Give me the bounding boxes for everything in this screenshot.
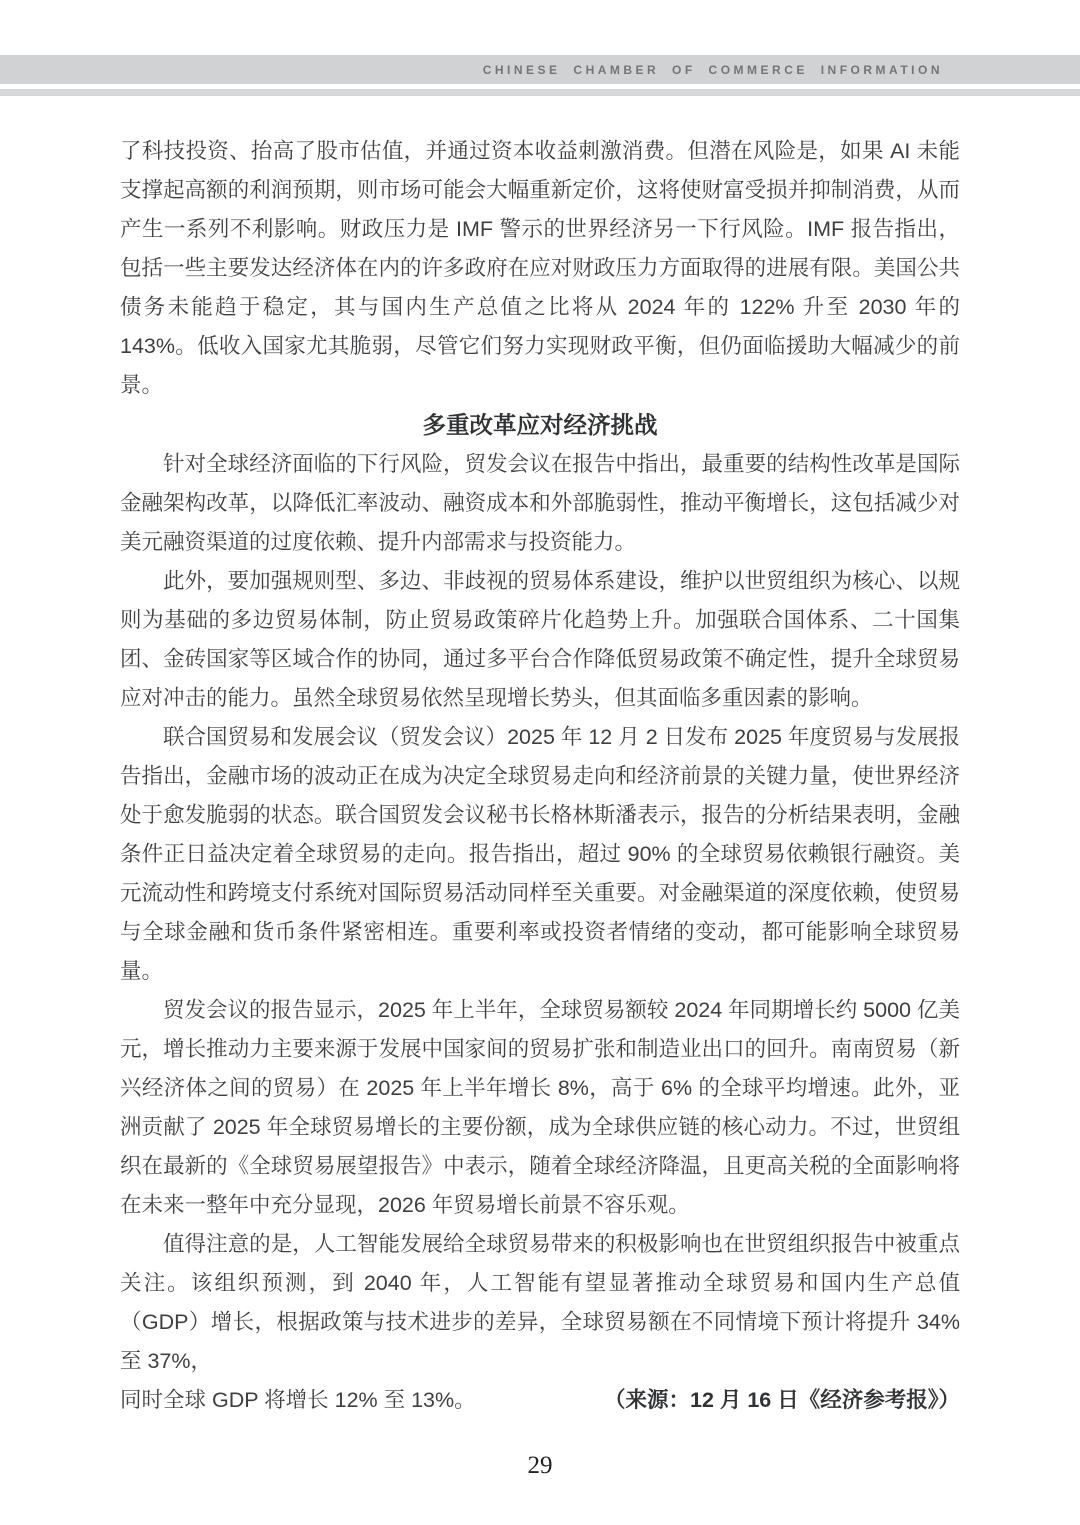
paragraph-ai-impact: 值得注意的是，人工智能发展给全球贸易带来的积极影响也在世贸组织报告中被重点关注。该组织预测，到 2040 年，人工智能有望显著推动全球贸易和国内生产总值（GDP）增长，根据政策与技术进步的差异，全球贸易额在不同情境下预计将提升 34% 至 37%， (120, 1232, 960, 1373)
paragraph-reforms: 针对全球经济面临的下行风险，贸发会议在报告中指出，最重要的结构性改革是国际金融架构改革，以降低汇率波动、融资成本和外部脆弱性，推动平衡增长，这包括减少对美元融资渠道的过度依赖、提升内部需求与投资能力。 (120, 452, 960, 554)
header-banner-text: CHINESE CHAMBER OF COMMERCE INFORMATION (482, 62, 943, 77)
closing-line (120, 1381, 960, 1420)
source-attribution: （来源：12 月 16 日《经济参考报》） (603, 1388, 960, 1412)
paragraph-trade-system: 此外，要加强规则型、多边、非歧视的贸易体系建设，维护以世贸组织为核心、以规则为基础的多边贸易体制，防止贸易政策碎片化趋势上升。加强联合国体系、二十国集团、金砖国家等区域合作的协同，通过多平台合作降低贸易政策不确定性，提升全球贸易应对冲击的能力。虽然全球贸易依然呈现增长势头，但其面临多重因素的影响。 (120, 569, 960, 710)
paragraph-continuation: 了科技投资、抬高了股市估值，并通过资本收益刺激消费。但潜在风险是，如果 AI 未能支撑起高额的利润预期，则市场可能会大幅重新定价，这将使财富受损并抑制消费，从而产生一系列不利影响。财政压力是 IMF 警示的世界经济另一下行风险。IMF 报告指出，包括一些主要发达经济体在内的许多政府在应对财政压力方面取得的进展有限。美国公共债务未能趋于稳定，其与国内生产总值之比将从 2024 年的 122% 升至 2030 年的 143%。低收入国家尤其脆弱，尽管它们努力实现财政平衡，但仍面临援助大幅减少的前景。 (120, 139, 960, 397)
header-rule (0, 89, 1080, 96)
article-body (120, 132, 960, 1420)
header-band (0, 55, 1080, 84)
paragraph-unctad-report: 联合国贸易和发展会议（贸发会议）2025 年 12 月 2 日发布 2025 年度贸易与发展报告指出，金融市场的波动正在成为决定全球贸易走向和经济前景的关键力量，使世界经济处于愈发脆弱的状态。联合国贸发会议秘书长格林斯潘表示，报告的分析结果表明，金融条件正日益决定着全球贸易的走向。报告指出，超过 90% 的全球贸易依赖银行融资。美元流动性和跨境支付系统对国际贸易活动同样至关重要。对金融渠道的深度依赖，使贸易与全球金融和货币条件紧密相连。重要利率或投资者情绪的变动，都可能影响全球贸易量。 (120, 725, 960, 983)
page-number: 29 (527, 1452, 553, 1479)
paragraph-trade-growth: 贸发会议的报告显示，2025 年上半年，全球贸易额较 2024 年同期增长约 5000 亿美元，增长推动力主要来源于发展中国家间的贸易扩张和制造业出口的回升。南南贸易（新兴经济体之间的贸易）在 2025 年上半年增长 8%，高于 6% 的全球平均增速。此外，亚洲贡献了 2025 年全球贸易增长的主要份额，成为全球供应链的核心动力。不过，世贸组织在最新的《全球贸易展望报告》中表示，随着全球经济降温，且更高关税的全面影响将在未来一整年中充分显现，2026 年贸易增长前景不容乐观。 (120, 998, 960, 1217)
section-heading: 多重改革应对经济挑战 (422, 412, 658, 438)
closing-text: 同时全球 GDP 将增长 12% 至 13%。 (120, 1388, 476, 1412)
